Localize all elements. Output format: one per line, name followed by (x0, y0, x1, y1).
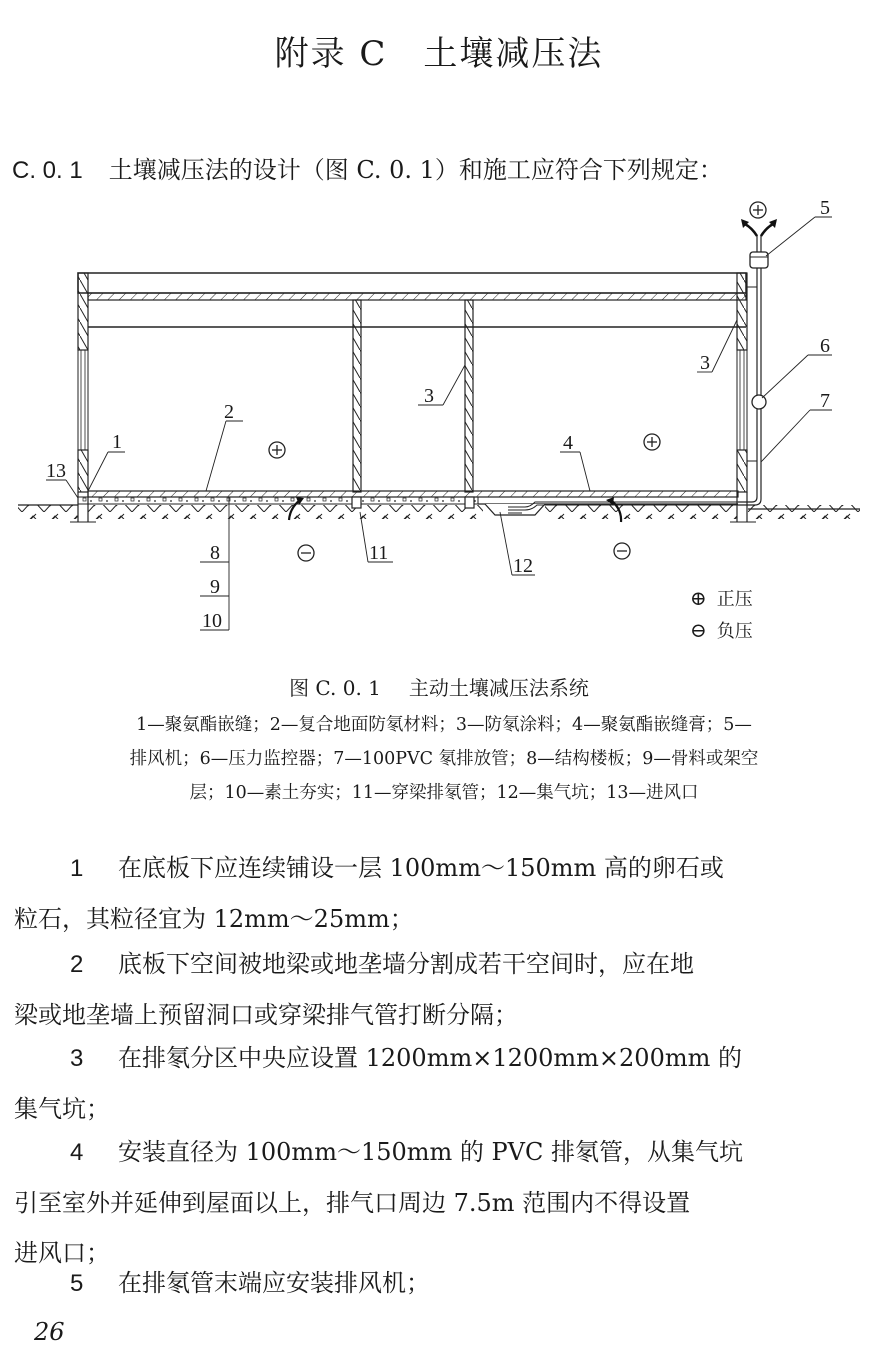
item-4 (14, 1127, 872, 1278)
item-text-continued: 集气坑； (14, 1095, 110, 1123)
negative-pressure-icon: ⊖ (690, 618, 707, 642)
item-text-continued: 梁或地垄墙上预留洞口或穿梁排气管打断分隔； (14, 1001, 518, 1029)
item-3 (14, 1033, 872, 1134)
item-text: 在底板下应连续铺设一层 100mm～150mm 高的卵石或 (118, 854, 724, 882)
figure-notes (26, 708, 862, 810)
item-number: 1 (70, 855, 84, 882)
callout-1: 1 (112, 431, 122, 453)
appendix-title: 土壤减压法 (423, 34, 604, 74)
positive-pressure-icon (644, 434, 660, 450)
item-text: 底板下空间被地梁或地垄墙分割成若干空间时，应在地 (118, 950, 694, 978)
figure-number: 图 C. 0. 1 (289, 676, 381, 700)
legend-positive (690, 585, 753, 611)
callout-9: 9 (210, 576, 220, 598)
clause-number: C. 0. 1 (12, 157, 83, 184)
positive-pressure-icon (269, 442, 285, 458)
callout-13: 13 (46, 460, 66, 482)
positive-pressure-icon: ⊕ (690, 586, 707, 610)
negative-pressure-icon (614, 543, 630, 559)
clause-text: 土壤减压法的设计（图 C. 0. 1）和施工应符合下列规定： (108, 156, 723, 184)
callout-7: 7 (820, 390, 830, 412)
item-text: 在排氡管末端应安装排风机； (118, 1269, 430, 1297)
callout-3b: 3 (700, 352, 710, 374)
notes-line: 排风机；6—压力监控器；7—100PVC 氡排放管；8—结构楼板；9—骨料或架空 (129, 749, 759, 769)
figure-caption (0, 672, 878, 701)
callout-8: 8 (210, 542, 220, 564)
item-text-continued: 进风口； (14, 1239, 110, 1267)
item-number: 3 (70, 1045, 84, 1072)
legend-positive-label: 正压 (716, 589, 753, 610)
callout-4: 4 (563, 432, 573, 454)
negative-pressure-icon (298, 545, 314, 561)
callout-6: 6 (820, 335, 830, 357)
item-5 (14, 1258, 872, 1309)
callout-10: 10 (202, 610, 222, 632)
callout-5: 5 (820, 197, 830, 219)
item-2 (14, 939, 872, 1040)
pressure-legend (690, 585, 753, 643)
page-number: 26 (34, 1318, 65, 1346)
callout-11: 11 (369, 542, 389, 564)
item-number: 4 (70, 1139, 84, 1166)
item-text: 安装直径为 100mm～150mm 的 PVC 排氡管，从集气坑 (118, 1138, 744, 1166)
legend-negative-label: 负压 (716, 621, 753, 642)
item-1 (14, 843, 872, 944)
notes-line: 1—聚氨酯嵌缝；2—复合地面防氡材料；3—防氡涂料；4—聚氨酯嵌缝膏；5— (136, 715, 752, 735)
item-text-continued: 粒石，其粒径宜为 12mm～25mm； (14, 905, 414, 933)
item-number: 5 (70, 1270, 84, 1297)
appendix-label: 附录 C (274, 34, 388, 74)
item-text-continued: 引至室外并延伸到屋面以上，排气口周边 7.5m 范围内不得设置 (14, 1189, 691, 1217)
page-title (0, 26, 878, 75)
callout-2: 2 (224, 401, 234, 423)
callout-12: 12 (513, 555, 533, 577)
soil-depressurization-diagram (0, 190, 878, 650)
positive-pressure-icon (750, 202, 766, 218)
item-number: 2 (70, 951, 84, 978)
callout-labels (46, 197, 830, 632)
notes-line: 层；10—素土夯实；11—穿梁排氡管；12—集气坑；13—进风口 (189, 783, 699, 803)
diagram-svg (0, 190, 878, 650)
figure-title: 主动土壤减压法系统 (408, 676, 589, 700)
legend-negative (690, 617, 753, 643)
item-text: 在排氡分区中央应设置 1200mm×1200mm×200mm 的 (118, 1044, 742, 1072)
callout-3a: 3 (424, 385, 434, 407)
clause-heading (12, 150, 723, 185)
